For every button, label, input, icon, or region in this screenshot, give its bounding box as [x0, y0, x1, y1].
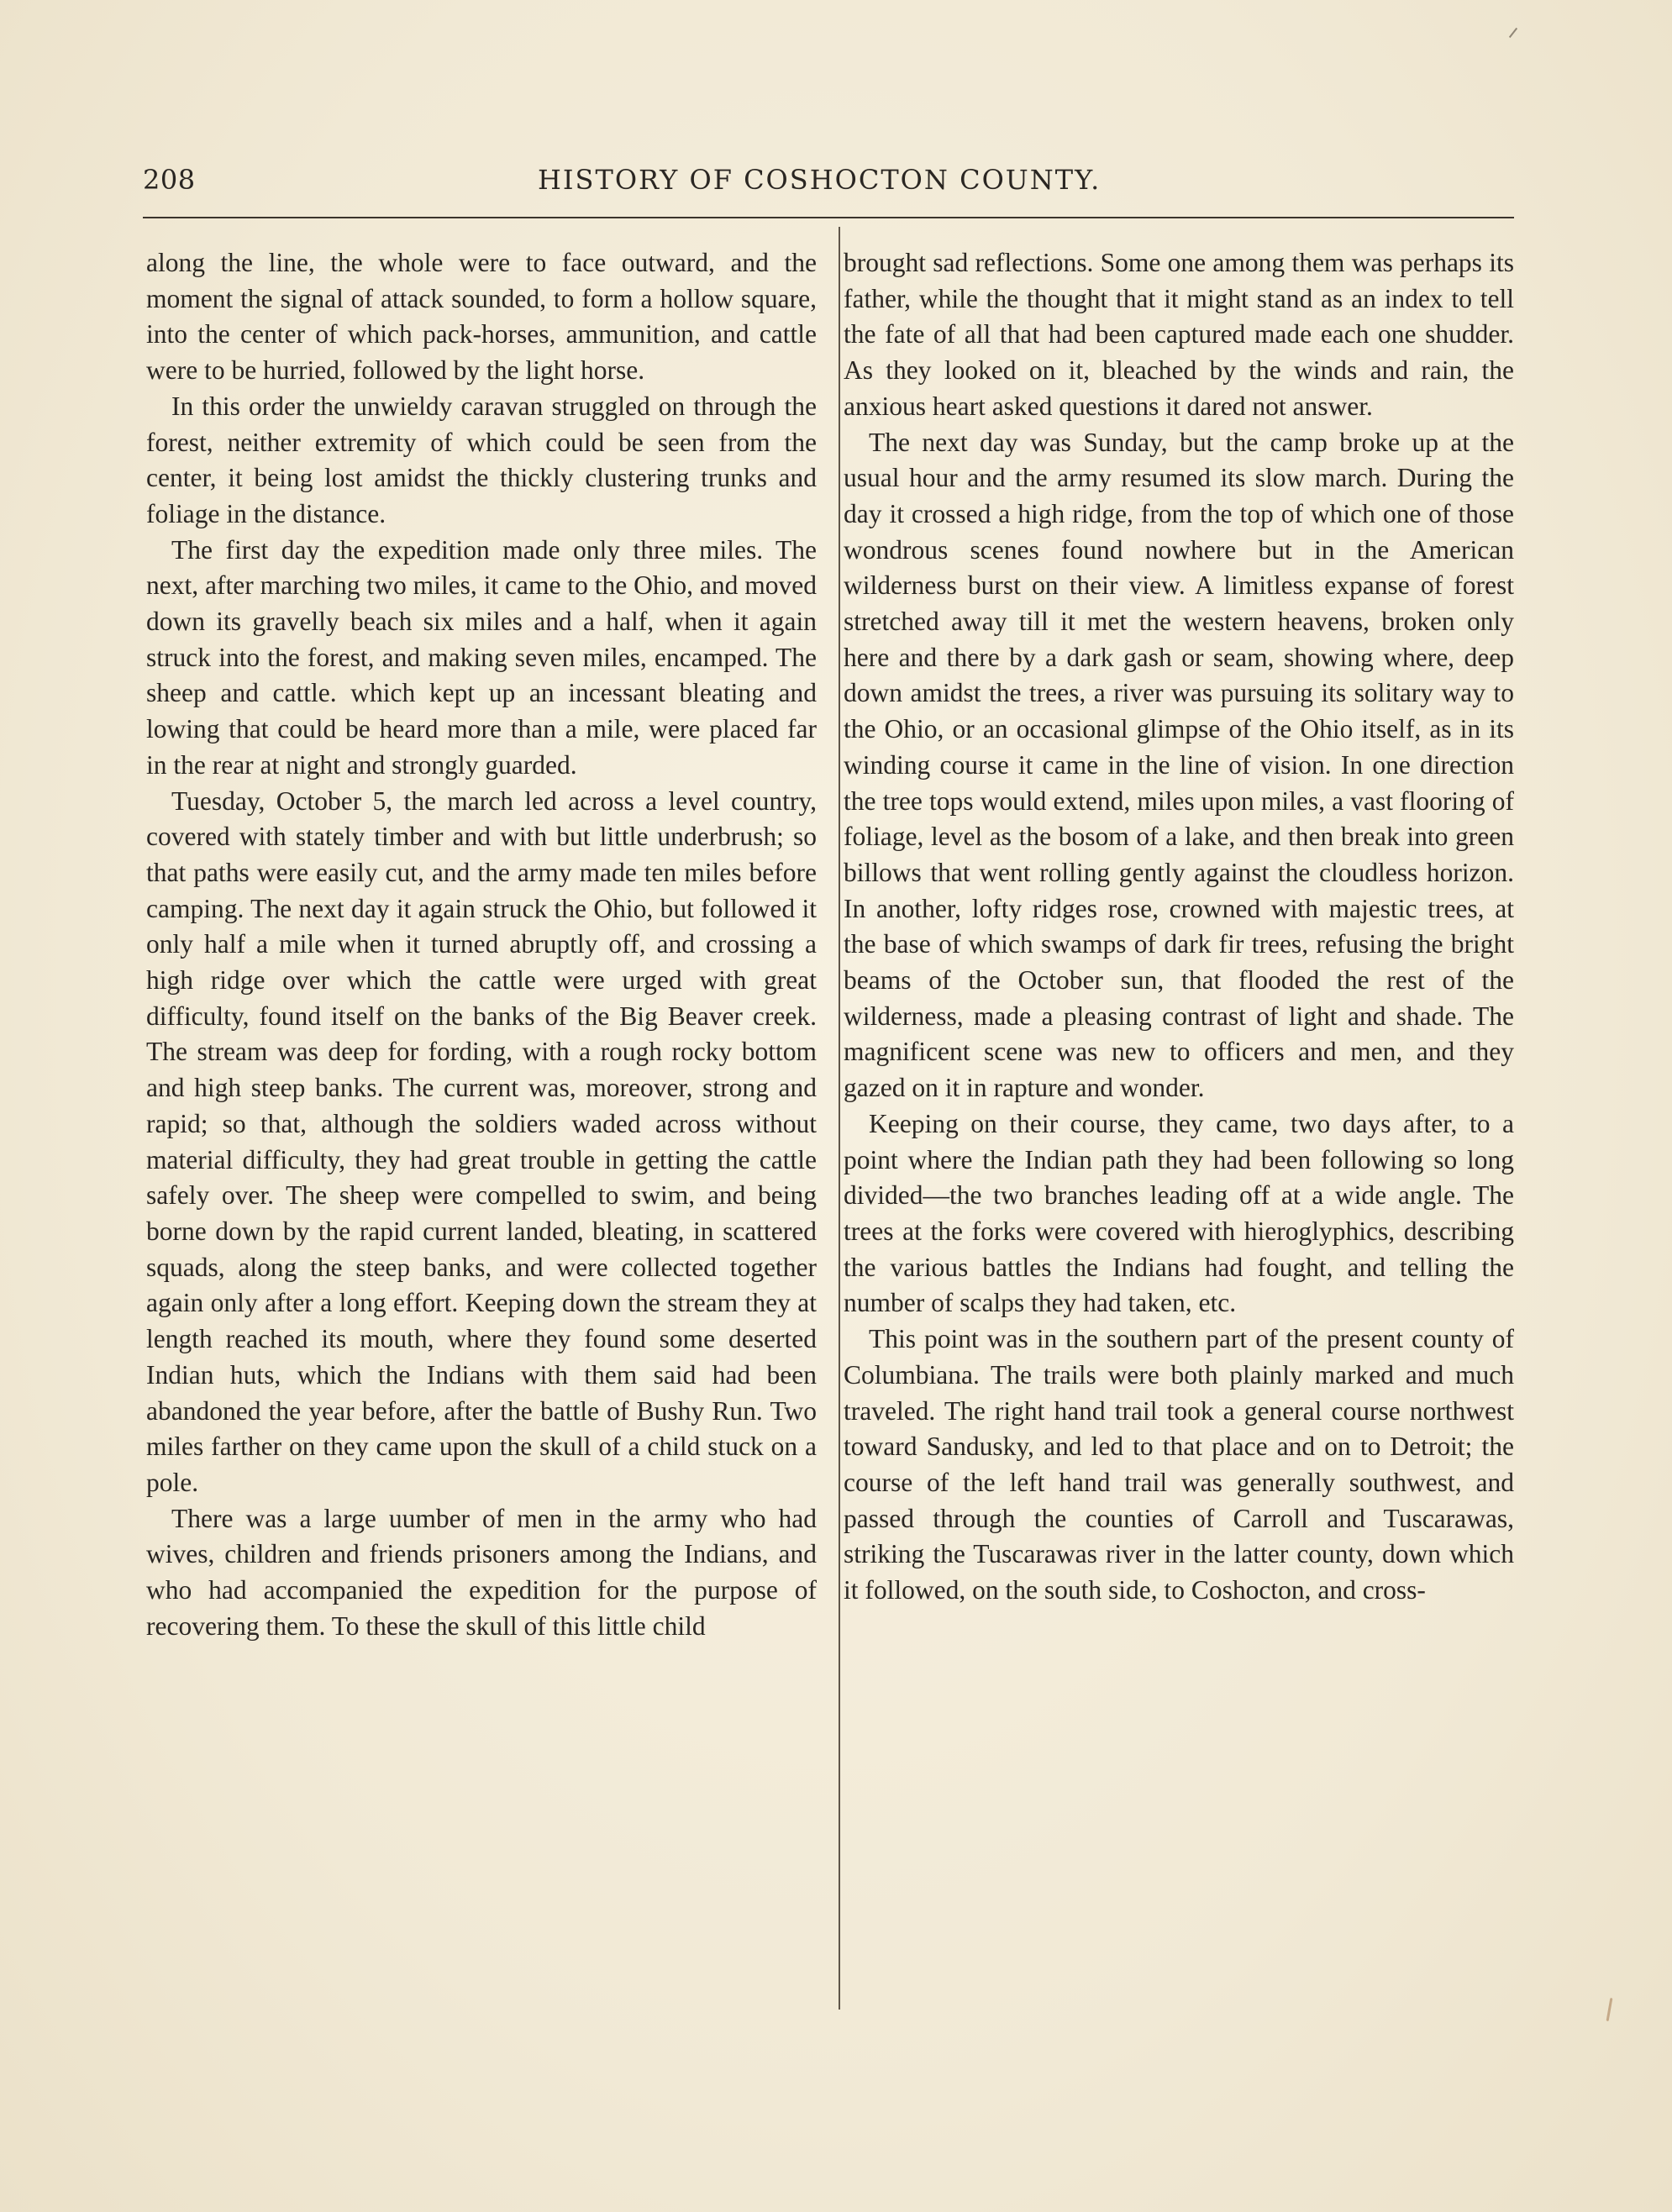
header-rule — [143, 217, 1514, 218]
paragraph: The next day was Sunday, but the camp broke up at the usual hour and the army resumed its slow march. During the day it crossed a high ridge, from the top of which one of those wondrous scenes found nowhere but in the American wilderness burst on their view. A limitless expanse of forest stretched away till it met the western heavens, broken only here and there by a dark gash or seam, showing where, deep down amidst the trees, a river was pursuing its solitary way to the Ohio, or an occasional glimpse of the Ohio itself, as in its winding course it came in the line of vision. In one direction the tree tops would extend, miles upon miles, a vast flooring of foliage, level as the bosom of a lake, and then break into green billows that went rolling gently against the cloudless horizon. In another, lofty ridges rose, crowned with majestic trees, at the base of which swamps of dark fir trees, refusing the bright beams of the October sun, that flooded the rest of the wilderness, made a pleasing contrast of light and shade. The magnificent scene was new to officers and men, and they gazed on it in rapture and wonder. — [844, 427, 1514, 1103]
margin-stain-mark — [1606, 1998, 1613, 2021]
paragraph: There was a large uumber of men in the army who had wives, children and friends prisoners among the Indians, and who had accompanied the expedition for the purpose of recovering them. To these the skull of this little child — [146, 1503, 817, 1641]
paragraph: Tuesday, October 5, the march led across a level country, covered with stately timber and with but little underbrush; so that paths were easily cut, and the army made ten miles before camping. The next day it again struck the Ohio, but followed it only half a mile when it turned abruptly off, and crossing a high ridge over which the cattle were urged with great difficulty, found itself on the banks of the Big Beaver creek. The stream was deep for fording, with a rough rocky bottom and high steep banks. The current was, moreover, strong and rapid; so that, although the soldiers waded across without material difficulty, they had great trouble in getting the cattle safely over. The sheep were compelled to swim, and being borne down by the rapid current landed, bleating, in scattered squads, along the steep banks, and were collected together again only after a long effort. Keeping down the stream they at length reached its mouth, where they found some deserted Indian huts, which the Indians with them said had been abandoned the year before, after the battle of Bushy Run. Two miles farther on they came upon the skull of a child stuck on a pole. — [146, 785, 817, 1497]
paragraph: In this order the unwieldy caravan struggled on through the forest, neither extremity of which could be seen from the center, it being lost amidst the thickly clustering trunks and foliage in the distance. — [146, 391, 817, 528]
pencil-tick-mark — [1509, 28, 1517, 38]
right-column — [844, 245, 1514, 2043]
paragraph: The first day the expedition made only three miles. The next, after marching two miles, it came to the Ohio, and moved down its gravelly beach six miles and a half, when it again struck into the forest, and making seven miles, encamped. The sheep and cattle. which kept up an incessant bleating and lowing that could be heard more than a mile, were placed far in the rear at night and strongly guarded. — [146, 534, 817, 780]
paragraph: brought sad reflections. Some one among them was perhaps its father, while the thought that it might stand as an index to tell the fate of all that had been captured made each one shudder. As they looked on it, bleached by the winds and rain, the anxious heart asked questions it dared not answer. — [844, 248, 1514, 421]
paragraph: Keeping on their course, they came, two days after, to a point where the Indian path they had been following so long divided—the two branches leading off at a wide angle. The trees at the forks were covered with hieroglyphics, describing the various battles the Indians had fought, and telling the number of scalps they had taken, etc. — [844, 1108, 1514, 1318]
running-title: HISTORY OF COSHOCTON COUNTY. — [538, 164, 1102, 196]
column-divider — [839, 227, 840, 2010]
left-column — [146, 245, 817, 2043]
page-number: 208 — [143, 164, 196, 196]
paragraph: along the line, the whole were to face outward, and the moment the signal of attack sounded, to form a hollow square, into the center of which pack-horses, ammunition, and cattle were to be hurried, followed by the light horse. — [146, 248, 817, 386]
paragraph: This point was in the southern part of the present county of Columbiana. The trails were both plainly marked and much traveled. The right hand trail took a general course northwest toward Sandusky, and led to that place and on to Detroit; the course of the left hand trail was generally southwest, and passed through the counties of Carroll and Tuscarawas, striking the Tuscarawas river in the latter county, down which it followed, on the south side, to Coshocton, and cross- — [844, 1324, 1514, 1605]
